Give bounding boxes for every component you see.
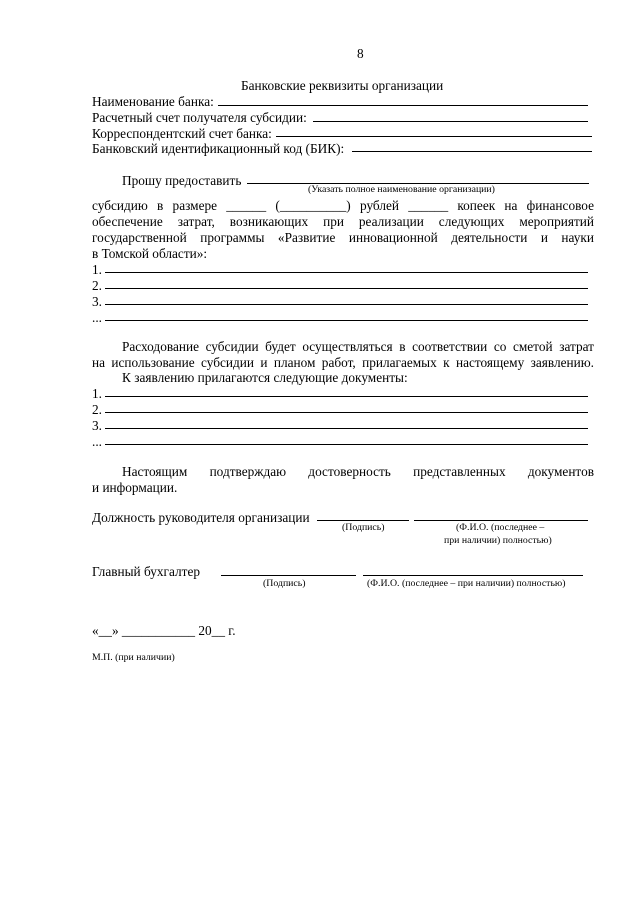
request-text-line-4: в Томской области»: [92, 246, 208, 261]
request-text-line-2: обеспечение затрат, возникающих при реализации следующих мероприятий [92, 214, 594, 229]
stamp-note: М.П. (при наличии) [92, 652, 175, 663]
accountant-fio-hint: (Ф.И.О. (последнее – при наличии) полностью) [367, 578, 566, 589]
organization-hint: (Указать полное наименование организации) [308, 184, 495, 195]
bik-field[interactable] [352, 151, 592, 152]
document-item-field[interactable] [105, 444, 588, 445]
head-signature-field[interactable] [317, 520, 409, 521]
document-item-field[interactable] [105, 412, 588, 413]
confirmation-line-2: и информации. [92, 480, 178, 495]
corr-account-label: Корреспондентский счет банка: [92, 126, 272, 141]
request-lead: Прошу предоставить [122, 173, 242, 188]
head-position-label: Должность руководителя организации [92, 510, 310, 525]
activity-item-number: ... [92, 310, 102, 325]
accountant-label: Главный бухгалтер [92, 564, 201, 579]
activity-item-number: 2. [92, 278, 102, 293]
bik-label: Банковский идентификационный код (БИК): [92, 141, 345, 156]
activity-item-field[interactable] [105, 288, 588, 289]
activity-item-field[interactable] [105, 272, 588, 273]
document-item-number: 1. [92, 386, 102, 401]
accountant-signature-field[interactable] [221, 575, 356, 576]
document-item-number: 3. [92, 418, 102, 433]
documents-lead: К заявлению прилагаются следующие документы: [122, 370, 408, 385]
head-fio-hint-line-2: при наличии) полностью) [444, 535, 552, 546]
head-fio-field[interactable] [414, 520, 588, 521]
document-item-field[interactable] [105, 396, 588, 397]
head-signature-hint: (Подпись) [342, 522, 385, 533]
account-label: Расчетный счет получателя субсидии: [92, 110, 307, 125]
request-text-line-1: субсидию в размере ______ (__________) рублей ______ копеек на финансовое [92, 198, 594, 213]
document-item-number: ... [92, 434, 102, 449]
activity-item-field[interactable] [105, 320, 588, 321]
document-item-field[interactable] [105, 428, 588, 429]
expenses-text-line-1: Расходование субсидии будет осуществляться в соответствии со сметой затрат [122, 339, 594, 354]
activity-item-number: 1. [92, 262, 102, 277]
bank-details-title: Банковские реквизиты организации [241, 78, 444, 93]
activity-item-number: 3. [92, 294, 102, 309]
account-field[interactable] [313, 121, 588, 122]
confirmation-line-1: Настоящим подтверждаю достоверность представленных документов [122, 464, 594, 479]
expenses-text-line-2: на использование субсидии и планом работ, прилагаемых к настоящему заявлению. [92, 355, 594, 370]
head-fio-hint-line-1: (Ф.И.О. (последнее – [456, 522, 545, 533]
accountant-signature-hint: (Подпись) [263, 578, 306, 589]
bank-name-field[interactable] [218, 105, 588, 106]
activity-item-field[interactable] [105, 304, 588, 305]
accountant-fio-field[interactable] [363, 575, 583, 576]
bank-name-label: Наименование банка: [92, 94, 214, 109]
page-number: 8 [357, 46, 364, 61]
date-line: «__» ___________ 20__ г. [92, 623, 236, 638]
document-item-number: 2. [92, 402, 102, 417]
request-text-line-3: государственной программы «Развитие инновационной деятельности и науки [92, 230, 594, 245]
corr-account-field[interactable] [276, 136, 592, 137]
